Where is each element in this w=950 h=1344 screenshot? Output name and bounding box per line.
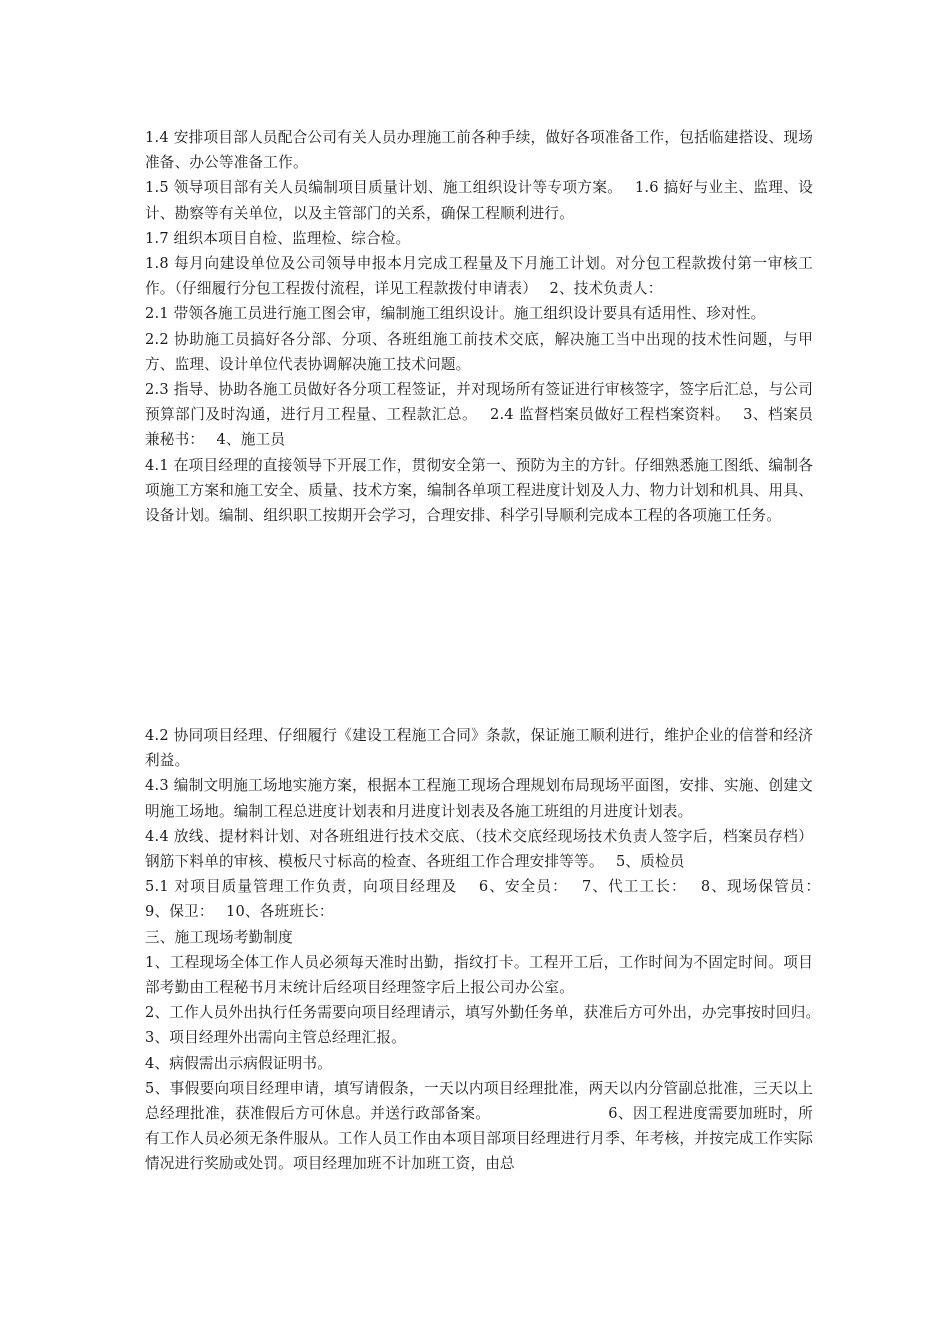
paragraph-1-8: 1.8 每月向建设单位及公司领导申报本月完成工程量及下月施工计划。对分包工程款拨付第一审核工作。（仔细履行分包工程拨付流程，详见工程款拨付申请表） 2、技术负责人： (145, 255, 813, 298)
attendance-rule-2-3: 2、工作人员外出执行任务需要向项目经理请示，填写外勤任务单，获准后方可外出，办完事按时回归。 3、项目经理外出需向主管总经理汇报。 (145, 1004, 937, 1047)
paragraph-2-3: 2.3 指导、协助各施工员做好各分项工程签证，并对现场所有签证进行审核签字，签字后汇总，与公司预算部门及时沟通，进行月工程量、工程款汇总。 2.4 监督档案员做好工程档案资料。 3、档案员兼秘书： 4、施工员 (145, 381, 813, 449)
paragraph-4-3: 4.3 编制文明施工场地实施方案，根据本工程施工现场合理规划布局现场平面图，安排、实施、创建文明施工场地。编制工程总进度计划表和月进度计划表及各施工班组的月进度计划表。 (145, 777, 813, 820)
paragraph-2-1: 2.1 带领各施工员进行施工图会审，编制施工组织设计。施工组织设计要具有适用性、珍对性。 (145, 305, 766, 323)
section-heading-attendance: 三、施工现场考勤制度 (145, 928, 293, 946)
paragraph-4-1: 4.1 在项目经理的直接领导下开展工作，贯彻安全第一、预防为主的方针。仔细熟悉施工图纸、编制各项施工方案和施工安全、质量、技术方案，编制各单项工程进度计划及人力、物力计划和机具、用具、设备计划。编制、组织职工按期开会学习，合理安排、科学引导顺利完成本工程的各项施工任务。 (145, 456, 813, 525)
paragraph-1-7: 1.7 组织本项目自检、监理检、综合检。 (145, 229, 411, 247)
attendance-rule-1: 1、工程现场全体工作人员必须每天准时出勤，指纹打卡。工程开工后，工作时间为不固定时间。项目部考勤由工程秘书月末统计后经项目经理签字后上报公司办公室。 (145, 953, 813, 997)
paragraph-4-2: 4.2 协同项目经理、仔细履行《建设工程施工合同》条款，保证施工顺利进行，维护企业的信誉和经济利益。 (145, 727, 813, 770)
paragraph-1-4: 1.4 安排项目部人员配合公司有关人员办理施工前各种手续，做好各项准备工作，包括临建搭设、现场准备、办公等准备工作。 (145, 129, 813, 172)
paragraph-2-2: 2.2 协助施工员搞好各分部、分项、各班组施工前技术交底，解决施工当中出现的技术性问题，与甲方、监理、设计单位代表协调解决施工技术问题。 (145, 330, 813, 373)
document-section-top (145, 125, 813, 528)
document-section-bottom (145, 723, 937, 1177)
paragraph-4-4: 4.4 放线、提材料计划、对各班组进行技术交底、（技术交底经现场技术负责人签字后，档案员存档）钢筋下料单的审核、模板尺寸标高的检查、各班组工作合理安排等等。 5、质检员 (145, 827, 813, 871)
attendance-rule-5-6: 5、事假要向项目经理申请，填写请假条，一天以内项目经理批准，两天以内分管副总批准，三天以上总经理批准，获准假后方可休息。并送行政部备案。 6、因工程进度需要加班时，所有工作人员必须无条件服从。工作人员工作由本项目部项目经理进行月季、年考核，并按完成工作实际情况进行奖励或处罚。项目经理加班不计加班工资，由总 (145, 1079, 813, 1173)
paragraph-1-5: 1.5 领导项目部有关人员编制项目质量计划、施工组织设计等专项方案。 1.6 搞好与业主、监理、设计、勘察等有关单位，以及主管部门的关系，确保工程顺利进行。 (145, 179, 813, 222)
attendance-rule-4: 4、病假需出示病假证明书。 (145, 1054, 333, 1072)
paragraph-5-1: 5.1 对项目质量管理工作负责，向项目经理及 6、安全员： 7、代工工长： 8、现场保管员： 9、保卫： 10、各班班长： (145, 878, 833, 921)
